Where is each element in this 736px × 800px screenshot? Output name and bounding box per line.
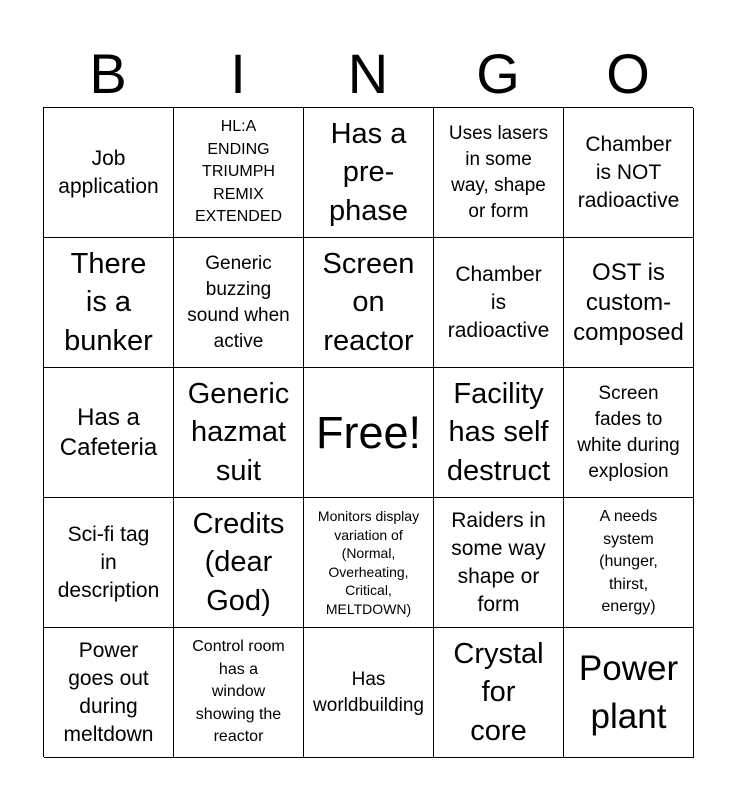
bingo-cell[interactable] xyxy=(304,108,434,238)
header-letter-o: O xyxy=(606,42,650,105)
bingo-cell[interactable] xyxy=(174,108,304,238)
bingo-cell[interactable] xyxy=(564,498,694,628)
bingo-cell[interactable] xyxy=(44,498,174,628)
header-letter-b: B xyxy=(89,42,127,105)
cell-text: Job application xyxy=(58,146,159,198)
cell-text: There is a bunker xyxy=(64,247,153,357)
cell-text: Power plant xyxy=(578,648,679,736)
bingo-cell[interactable] xyxy=(44,238,174,368)
free-space-cell[interactable] xyxy=(304,368,434,498)
bingo-cell[interactable] xyxy=(174,238,304,368)
cell-text: Chamber is NOT radioactive xyxy=(577,132,680,212)
cell-text: Monitors display variation of (Normal, Overheating, Critical, MELTDOWN) xyxy=(317,508,420,617)
bingo-cell[interactable] xyxy=(564,238,694,368)
cell-text: Has a Cafeteria xyxy=(59,403,158,461)
header-letter-i: I xyxy=(230,42,246,105)
bingo-cell[interactable] xyxy=(44,368,174,498)
cell-text: Generic buzzing sound when active xyxy=(187,252,290,352)
cell-text: Facility has self destruct xyxy=(446,377,551,487)
bingo-cell[interactable] xyxy=(564,628,694,758)
bingo-cell[interactable] xyxy=(434,628,564,758)
cell-text: OST is custom- composed xyxy=(573,258,684,346)
bingo-cell[interactable] xyxy=(304,238,434,368)
cell-text: Control room has a window showing the reactor xyxy=(192,638,285,746)
cell-text: Uses lasers in some way, shape or form xyxy=(448,122,549,222)
bingo-cell[interactable] xyxy=(434,368,564,498)
cell-text: Sci-fi tag in description xyxy=(57,522,160,602)
bingo-cell[interactable] xyxy=(434,108,564,238)
bingo-cell[interactable] xyxy=(564,108,694,238)
free-space-text: Free! xyxy=(315,406,422,458)
bingo-cell[interactable] xyxy=(44,108,174,238)
bingo-cell[interactable] xyxy=(304,628,434,758)
cell-text: A needs system (hunger, thirst, energy) xyxy=(599,508,658,616)
cell-text: HL:A ENDING TRIUMPH REMIX EXTENDED xyxy=(194,118,283,226)
cell-text: Has worldbuilding xyxy=(313,668,424,716)
cell-text: Raiders in some way shape or form xyxy=(451,508,546,616)
cell-text: Power goes out during meltdown xyxy=(63,638,154,746)
bingo-cell[interactable] xyxy=(174,368,304,498)
bingo-cell[interactable] xyxy=(434,238,564,368)
cell-text: Screen fades to white during explosion xyxy=(577,382,680,482)
bingo-cell[interactable] xyxy=(564,368,694,498)
cell-text: Credits (dear God) xyxy=(192,507,285,617)
bingo-header xyxy=(43,40,693,108)
bingo-cell[interactable] xyxy=(304,498,434,628)
bingo-cell[interactable] xyxy=(44,628,174,758)
header-letter-n: N xyxy=(347,42,389,105)
bingo-board xyxy=(43,107,693,757)
bingo-cell[interactable] xyxy=(174,498,304,628)
header-letter-g: G xyxy=(476,42,520,105)
cell-text: Has a pre- phase xyxy=(328,117,408,227)
cell-text: Generic hazmat suit xyxy=(187,377,290,487)
cell-text: Crystal for core xyxy=(453,637,544,747)
bingo-cell[interactable] xyxy=(434,498,564,628)
cell-text: Screen on reactor xyxy=(322,247,415,357)
bingo-cell[interactable] xyxy=(174,628,304,758)
cell-text: Chamber is radioactive xyxy=(447,262,550,342)
